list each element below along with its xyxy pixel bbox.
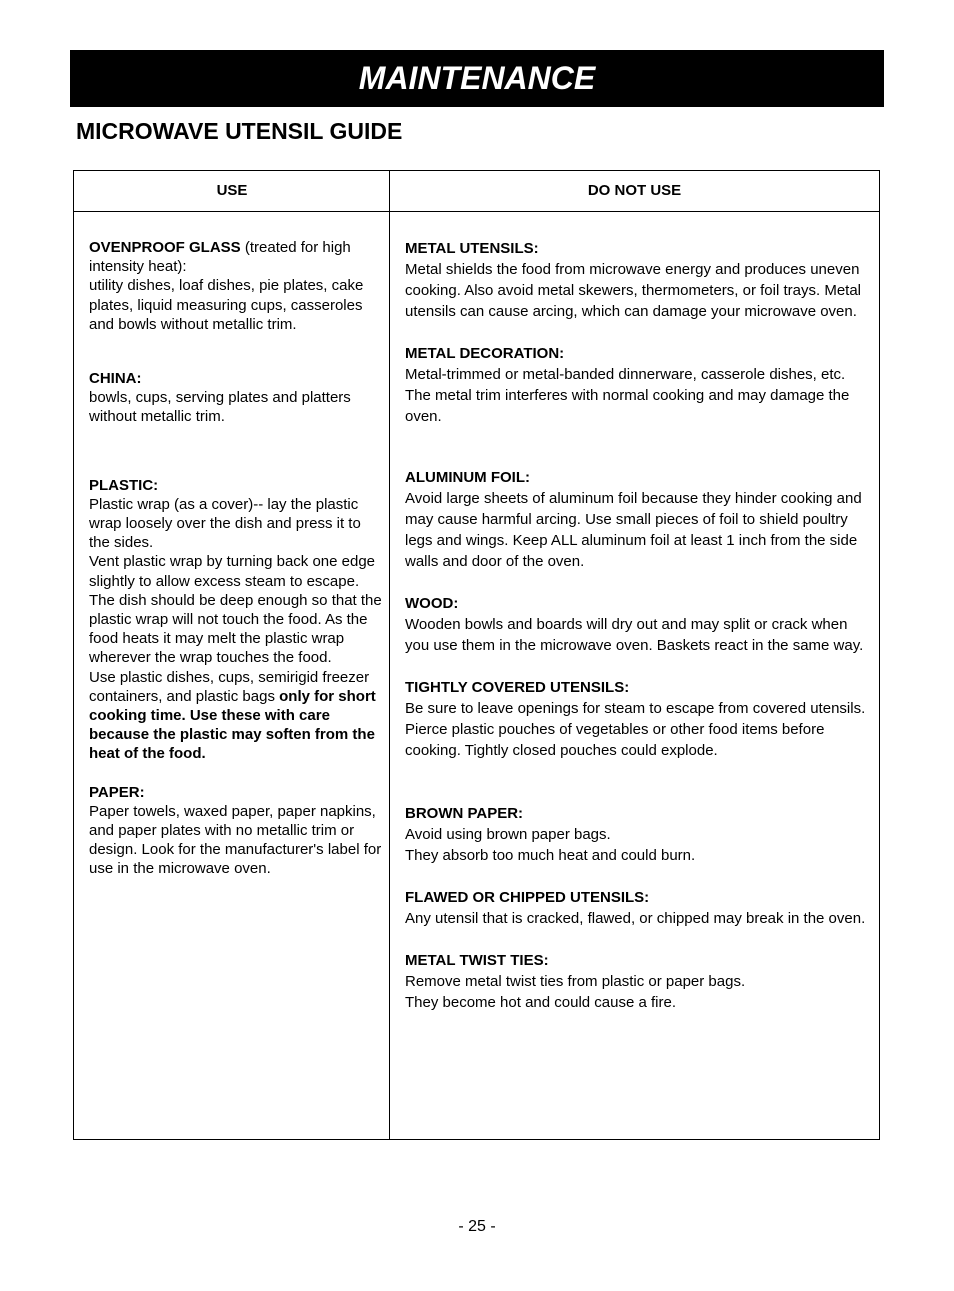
entry-text: Any utensil that is cracked, flawed, or chipped may break in the oven. — [405, 910, 866, 927]
entry-aluminum-foil — [405, 467, 867, 572]
entry-text: Wooden bowls and boards will dry out and may split or crack when you use them in the microwave oven. Baskets react in the same way. — [405, 616, 864, 654]
banner-title: MAINTENANCE — [358, 60, 596, 96]
entry-heading-note: (treated for high intensity heat): — [89, 239, 351, 276]
entry-text: utility dishes, loaf dishes, pie plates, cake plates, liquid measuring cups, casseroles and bowls without metallic trim. — [89, 277, 364, 333]
header-do-not-use: DO NOT USE — [587, 182, 682, 199]
entry-heading: CHINA: — [89, 370, 142, 388]
entry-text-2: Vent plastic wrap by turning back one edge slightly to allow excess steam to escape. The dish should be deep enough so that the plastic wrap will not touch the food. As the food heats it may melt the plastic wrap wherever the wrap touches the food. — [89, 553, 382, 667]
entry-text: Paper towels, waxed paper, paper napkins, and paper plates with no metallic trim or design. Look for the manufacturer's label for use in the microwave oven. — [89, 802, 382, 878]
entry-heading: METAL TWIST TIES: — [405, 952, 549, 969]
do-not-use-column — [405, 238, 867, 1013]
entry-paper — [89, 783, 384, 879]
entry-china — [89, 369, 384, 427]
entry-heading: METAL DECORATION: — [405, 345, 565, 362]
entry-text: Avoid large sheets of aluminum foil because they hinder cooking and may cause harmful arcing. Use small pieces of foil to shield poultry legs and wings. Keep ALL aluminum foil at least 1 inch from the side walls and door of the oven. — [405, 490, 862, 570]
entry-wood — [405, 593, 867, 656]
entry-heading: OVENPROOF GLASS — [89, 239, 241, 256]
entry-flawed-chipped — [405, 887, 867, 929]
entry-heading: ALUMINUM FOIL: — [405, 469, 530, 486]
entry-metal-decoration — [405, 343, 867, 427]
entry-heading: FLAWED OR CHIPPED UTENSILS: — [405, 889, 650, 906]
entry-text-1: Remove metal twist ties from plastic or paper bags. — [405, 973, 746, 990]
entry-text-3: Use plastic dishes, cups, semirigid freezer containers, and plastic bags — [89, 668, 370, 705]
entry-text-1: Plastic wrap (as a cover)-- lay the plastic wrap loosely over the dish and press it to the sides. — [89, 495, 361, 552]
entry-heading: BROWN PAPER: — [405, 805, 524, 822]
entry-text-1: Avoid using brown paper bags. — [405, 826, 611, 843]
entry-text-2: They become hot and could cause a fire. — [405, 994, 676, 1011]
entry-plastic — [89, 476, 384, 764]
utensil-guide-table — [73, 170, 880, 1140]
entry-ovenproof-glass — [89, 238, 384, 334]
table-header-row — [74, 171, 879, 212]
header-use: USE — [216, 182, 248, 199]
entry-text: Metal-trimmed or metal-banded dinnerware, casserole dishes, etc. The metal trim interferes with normal cooking and may damage the oven. — [405, 366, 850, 425]
entry-metal-twist-ties — [405, 950, 867, 1013]
entry-text: bowls, cups, serving plates and platters without metallic trim. — [89, 389, 351, 426]
column-divider — [389, 171, 390, 1139]
entry-brown-paper — [405, 803, 867, 866]
entry-tightly-covered — [405, 677, 867, 761]
page-number: - 25 - — [458, 1218, 496, 1235]
entry-heading: WOOD: — [405, 595, 459, 612]
entry-text-3-bold: only for short cooking time. Use these with care because the plastic may soften from the heat of the food. — [89, 687, 376, 763]
use-column — [89, 238, 384, 879]
entry-heading: PAPER: — [89, 783, 145, 801]
entry-text: Be sure to leave openings for steam to escape from covered utensils. Pierce plastic pouches of vegetables or other food items before cooking. Tightly closed pouches could explode. — [405, 700, 866, 759]
entry-heading: METAL UTENSILS: — [405, 240, 539, 257]
entry-heading: PLASTIC: — [89, 476, 159, 494]
entry-text-2: They absorb too much heat and could burn. — [405, 847, 696, 864]
entry-metal-utensils — [405, 238, 867, 322]
entry-heading: TIGHTLY COVERED UTENSILS: — [405, 679, 630, 696]
section-title: MICROWAVE UTENSIL GUIDE — [76, 118, 403, 144]
maintenance-banner — [70, 50, 884, 107]
entry-text: Metal shields the food from microwave energy and produces uneven cooking. Also avoid metal skewers, thermometers, or foil trays. Metal utensils can cause arcing, which can damage your microwave oven. — [405, 261, 862, 320]
